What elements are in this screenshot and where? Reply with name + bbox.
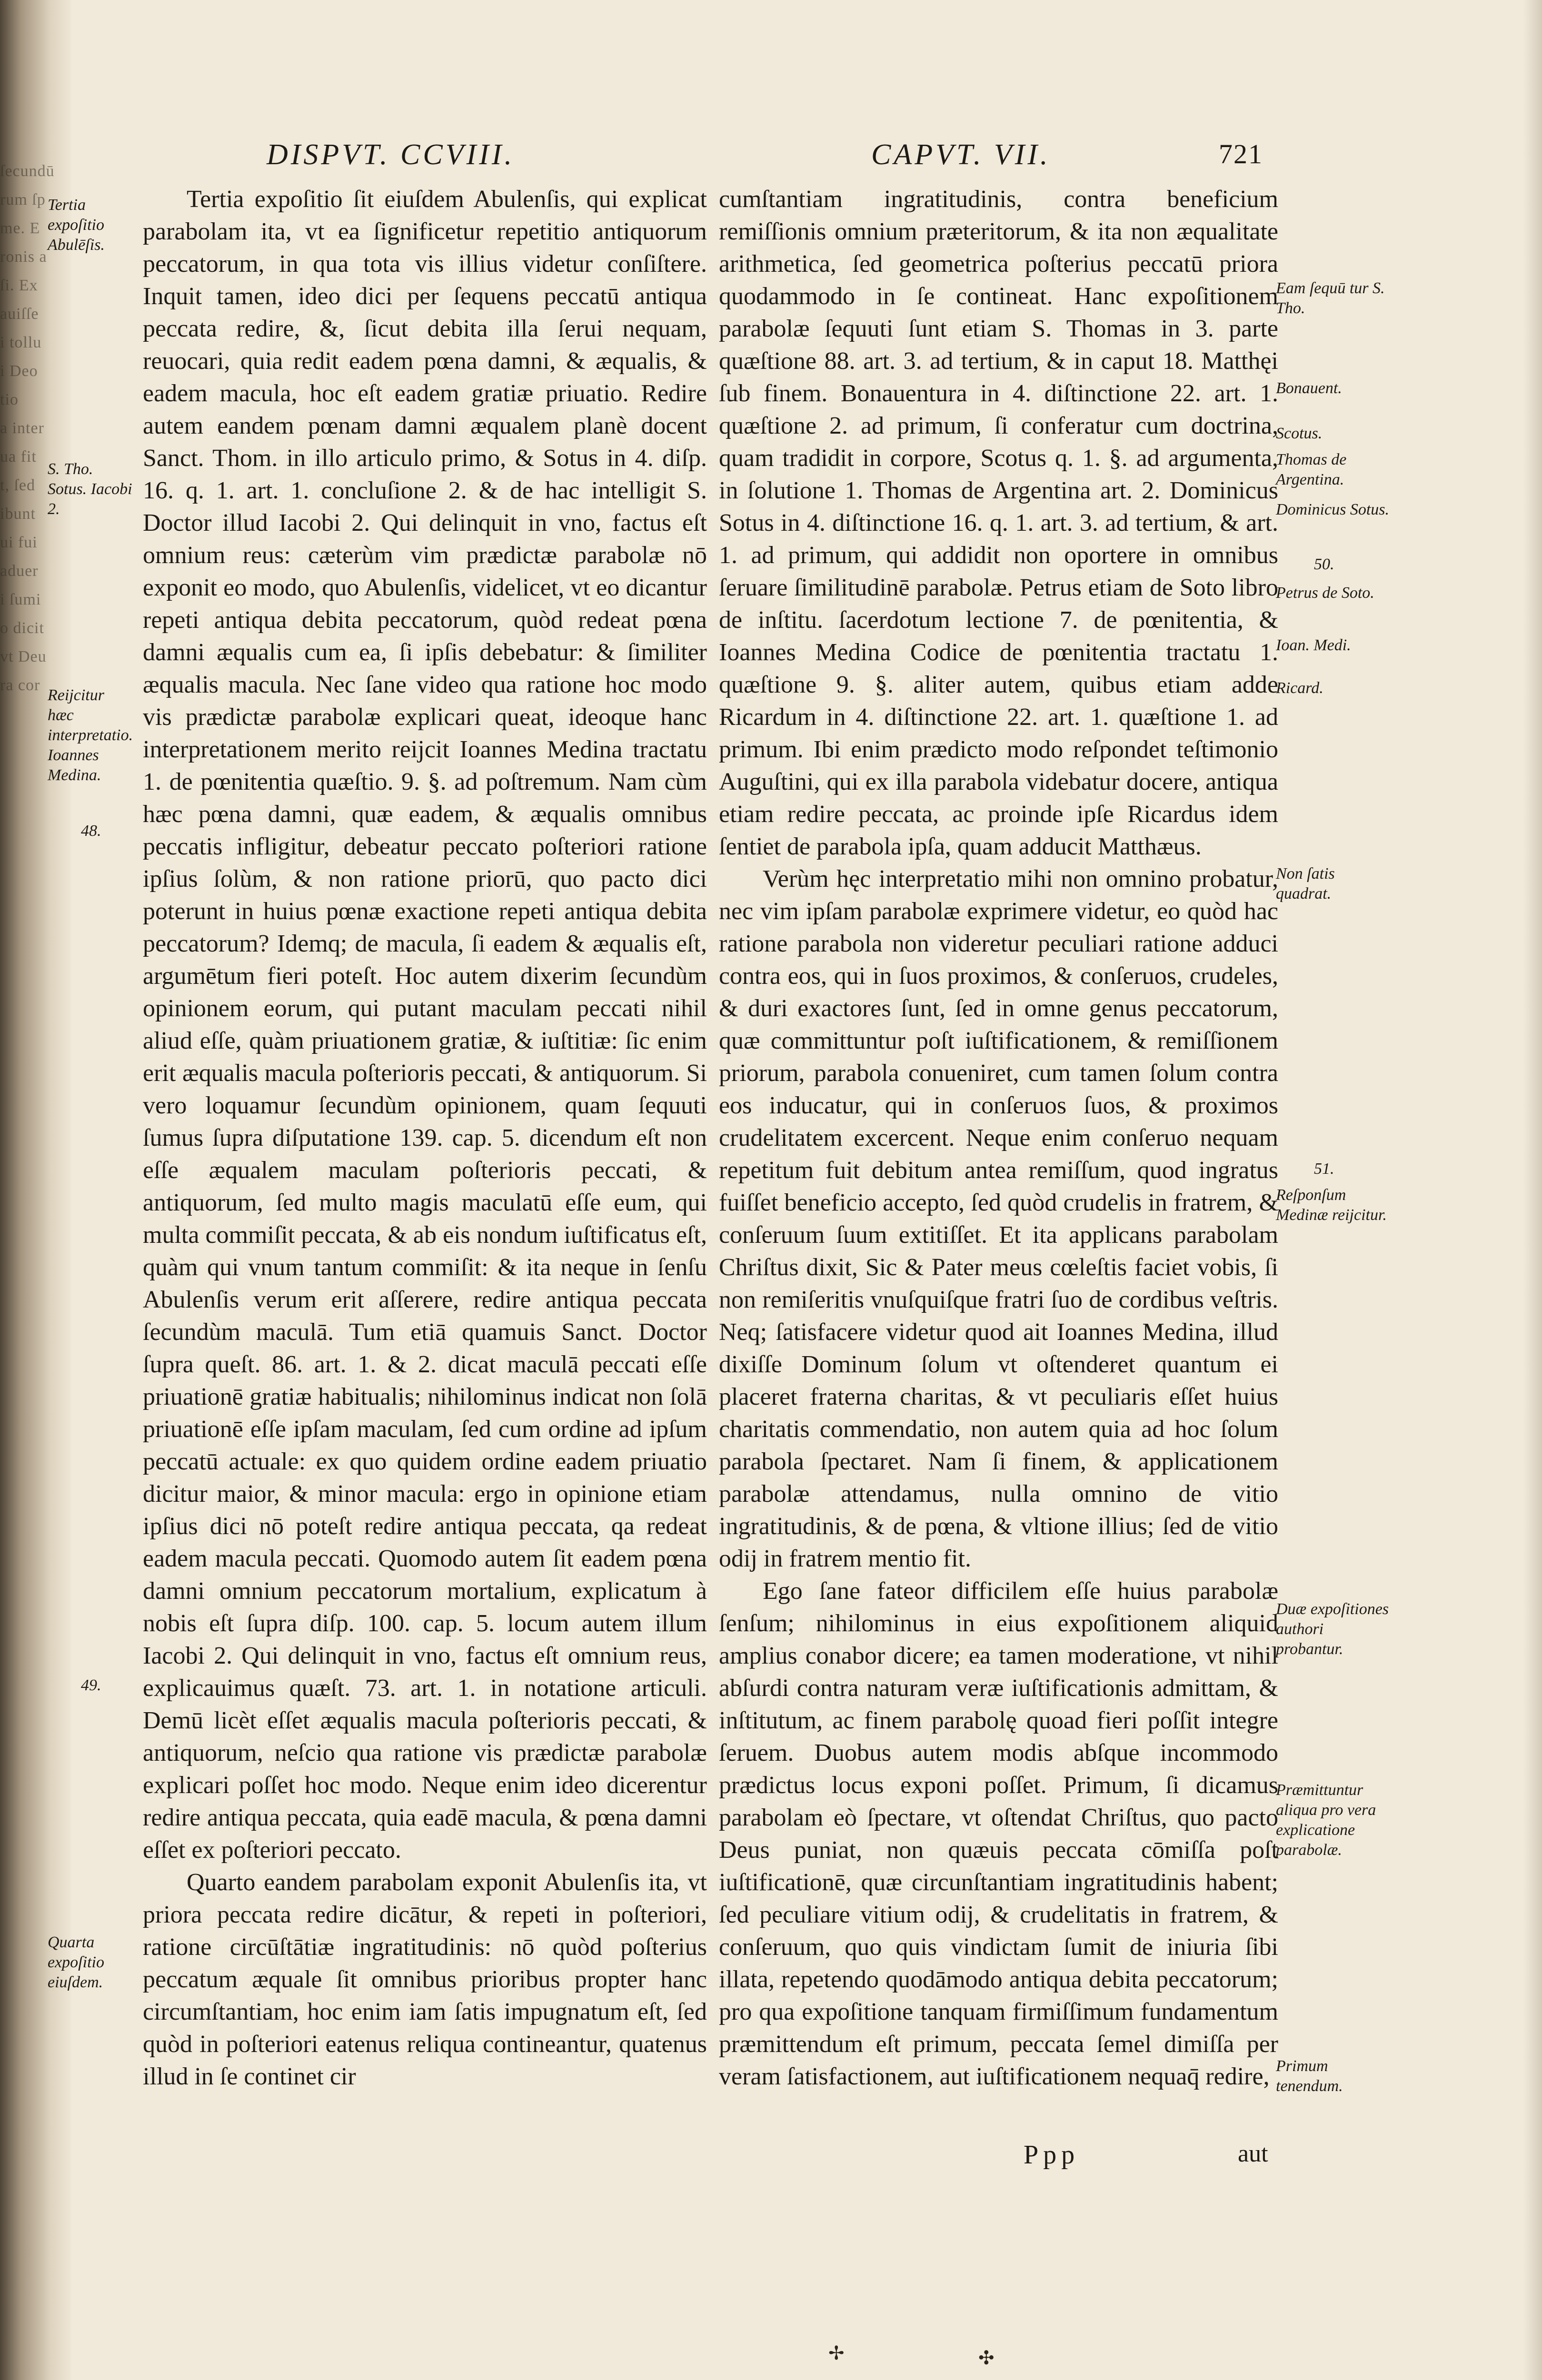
margin-note-petrus: Petrus de Soto. — [1276, 584, 1374, 602]
bleed-line: i Deo — [0, 362, 38, 380]
bleed-line: tio — [0, 391, 19, 408]
bleed-line: rum ſp — [0, 191, 46, 208]
bleed-line: aduer — [0, 562, 39, 580]
catchword: aut — [1238, 2140, 1268, 2167]
margin-note-quarta: Quarta expoſitio eiuſdem. — [48, 1934, 104, 1991]
margin-note-ioan-medi: Ioan. Medi. — [1276, 636, 1351, 654]
bleed-line: me. E — [0, 219, 40, 237]
bleed-line: ui fui — [0, 534, 38, 551]
margin-number-48: 48. — [81, 822, 101, 840]
margin-note-authorities: S. Tho. Sotus. Iacobi 2. — [48, 460, 132, 518]
margin-note-argentina: Thomas de Argentina. — [1276, 451, 1347, 488]
bleed-line: auiſſe — [0, 305, 39, 323]
running-head-disputation: DISPVT. CCVIII. — [267, 139, 515, 171]
margin-note-bonauent: Bonauent. — [1276, 379, 1342, 397]
bleed-line: ra cor — [0, 676, 40, 694]
paragraph-continuation: cumſtantiam ingratitudinis, contra beneficium remiſſionis omnium præteritorum, & ita non æqualitate arithmetica, ſed geometrica poſterius peccatū priora quodammodo in ſe contineat. Hanc expoſitionem parabolæ ſequuti ſunt etiam S. Thomas in 3. parte quæſtione 88. art. 3. ad tertium, & in caput 18. Matthęi ſub finem. Bonauentura in 4. diſtinctione 22. art. 1. quæſtione 2. ad primum, ſi conferatur cum doctrina, quam tradidit in corpore, Scotus q. 1. §. ad argumenta, in ſolutione 1. Thomas de Argentina art. 2. Dominicus Sotus in 4. diſtinctione 16. q. 1. art. 3. ad tertium, & art. 1. ad primum, qui addidit non oportere in omnibus ſeruare ſimilitudinē parabolæ. Petrus etiam de Soto libro de inſtitu. ſacerdotum lectione 7. de pœnitentia, & Ioannes Medina Codice de pœnitentia tractatu 1. quæſtione 9. §. aliter autem, quibus etiam adde Ricardum in 4. diſtinctione 22. art. 1. quæſtione 1. ad primum. Ibi enim prædicto modo reſpondet teſtimonio Auguſtini, qui ex illa parabola videbatur docere, antiqua etiam redire peccata, ac proinde ipſe Ricardus idem ſentiet de parabola ipſa, quam adducit Matthæus. — [719, 186, 1278, 860]
bleed-line: vt Deu — [0, 648, 47, 665]
bleed-line: a inter — [0, 419, 44, 437]
right-text-column — [719, 183, 1278, 2093]
paragraph-ego: Ego ſane fateor difficilem eſſe huius parabolæ ſenſum; nihilominus in eius expoſitionem aliquid amplius conabor dicere; ea tamen moderatione, vt nihil abſurdi contra naturam veræ iuſtificationis admittam, & inſtitutum, ac finem parabolę quoad fieri poſſit integre ſeruem. Duobus autem modis abſque incommodo prædictus locus exponi poſſet. Primum, ſi dicamus parabolam eò ſpectare, vt oſtendat Chriſtus, quo pacto Deus puniat, non quæuis peccata cōmiſſa poſt iuſtificationē, quæ circunſtantiam ingratitudinis habent; ſed peculiare vitium odij, & crudelitatis in fratrem, & conſeruum, quo quis vindictam ſumit de iniuria ſibi illata, repetendo quodāmodo antiqua debita peccatorum; pro qua expoſitione tanquam firmiſſimum fundamentum præmittendum eſt primum, peccata ſemel dimiſſa per veram ſatisfactionem, aut iuſtificationem nequaq̄ redire, — [719, 1577, 1278, 2090]
bleed-line: i tollu — [0, 334, 42, 351]
ink-speck-mark: ✢ — [828, 2342, 845, 2364]
ink-speck-mark: ✣ — [978, 2347, 995, 2369]
paragraph-verum: Verùm hęc interpretatio mihi non omnino probatur, nec vim ipſam parabolæ exprimere videtur, eo quòd hac ratione parabola non videretur peculiari ratione adduci contra eos, qui in ſuos proximos, & conſeruos, crudeles, & duri exactores ſunt, ſed in omne genus peccatorum, quæ committuntur poſt iuſtificationem, & remiſſionem priorum, parabola conueniret, cum tamen ſolum contra eos inducatur, qui in conſeruos ſuos, & proximos crudelitatem excercent. Neque enim conſeruo nequam repetitum fuit debitum antea remiſſum, quod ingratus fuiſſet beneficio accepto, ſed quòd crudelis in fratrem, & conſeruum ſuum extitiſſet. Et ita applicans parabolam Chriſtus dixit, Sic & Pater meus cœleſtis faciet vobis, ſi non remiſeritis vnuſquiſque fratri ſuo de cordibus veſtris. Neq; ſatisfacere videtur quod ait Ioannes Medina, illud dixiſſe Dominum ſolum vt oſtenderet quantum ei placeret fraterna charitas, & vt peculiaris eſſet huius charitatis commendatio, non autem quia ad hoc ſolum parabola ſpectaret. Nam ſi finem, & applicationem parabolæ attendamus, nulla omnino de vitio ingratitudinis, & de pœna, & vltione illius; ſed de vitio odij in fratrem mentio fit. — [719, 865, 1278, 1572]
bleed-line: ibunt — [0, 505, 36, 523]
bleed-line: o dicit — [0, 619, 44, 637]
margin-note-scotus: Scotus. — [1276, 425, 1323, 442]
margin-note-praemittuntur: Præmittuntur aliqua pro vera explicatione parabolæ. — [1276, 1781, 1376, 1859]
margin-note-primum-tenendum: Primum tenendum. — [1276, 2057, 1343, 2095]
paragraph-quarto: Quarto eandem parabolam exponit Abulenſis ita, vt priora peccata redire dicātur, & repeti in poſteriori, ratione circūſtātiæ ingratitudinis: nō quòd poſterius peccatum æquale ſit omnibus prioribus propter hanc circumſtantiam, hoc enim iam ſatis impugnatum eſt, ſed quòd in poſteriori eatenus reliqua contineantur, quatenus illud in ſe continet cir — [143, 1869, 707, 2090]
bleed-line: i ſumi — [0, 591, 41, 608]
margin-number-51: 51. — [1314, 1160, 1334, 1178]
margin-note-non-satis: Non ſatis quadrat. — [1276, 865, 1335, 902]
facing-page-bleed — [0, 157, 55, 2156]
margin-note-tertia: Tertia expoſitio Abulēſis. — [48, 196, 105, 254]
signature-mark: Ppp — [1024, 2140, 1080, 2170]
bleed-line: ſi. Ex — [0, 277, 38, 294]
bleed-line: ſecundū — [0, 162, 55, 180]
margin-note-dominicus: Dominicus Sotus. — [1276, 501, 1389, 518]
bleed-line: ronis a — [0, 248, 47, 266]
paragraph-tertia: Tertia expoſitio ſit eiuſdem Abulenſis, qui explicat parabolam ita, vt ea ſignificetur repetitio antiquorum peccatorum, in qua tota vis illius videtur conſiſtere. Inquit tamen, ideo dici per ſequens peccatū antiqua peccata redire, &, ſicut debita illa ſerui nequam, reuocari, quia redit eadem pœna damni, & æqualis, & eadem macula, hoc eſt eadem gratiæ priuatio. Redire autem eandem pœnam damni æqualem planè docent Sanct. Thom. in illo articulo primo, & Sotus in 4. diſp. 16. q. 1. art. 1. concluſione 2. & de hac intelligit S. Doctor illud Iacobi 2. Qui delinquit in vno, factus eſt omnium reus: cæterùm vim prædictæ parabolæ nō exponit eo modo, quo Abulenſis, videlicet, vt eo dicantur repeti antiqua debita peccatorum, quòd redeat pœna damni æqualis cum ea, ſi ipſis debebatur: & ſimiliter æqualis macula. Nec ſane video qua ratione hoc modo vis prædictæ parabolæ explicari queat, ideoque hanc interpretationem merito reijcit Ioannes Medina tractatu 1. de pœnitentia quæſtio. 9. §. ad poſtremum. Nam cùm hæc pœna damni, quæ eadem, & æqualis omnibus peccatis infligitur, debeatur peccato poſteriori ratione ipſius ſolùm, & non ratione priorū, quo pacto dici poterunt in huius pœnæ exactione repeti antiqua debita peccatorum? Idemq; de macula, ſi eadem & æqualis eſt, argumētum fieri poteſt. Hoc autem dixerim ſecundùm opinionem eorum, qui putant maculam peccati nihil aliud eſſe, quàm priuationem gratiæ, & iuſtitiæ: ſic enim erit æqualis macula poſterioris peccati, & antiquorum. Si vero loquamur ſecundùm opinionem, quam ſequuti ſumus ſupra diſputatione 139. cap. 5. dicendum eſt non eſſe æqualem maculam poſterioris peccati, & antiquorum, ſed multo magis maculatū eſſe eum, qui multa commiſit peccata, & ab eis nondum iuſtificatus eſt, quàm qui vnum tantum commiſit: & ita neque in ſenſu Abulenſis verum erit aſſerere, redire antiqua peccata ſecundùm maculā. Tum etiā quamuis Sanct. Doctor ſupra queſt. 86. art. 1. & 2. dicat maculā peccati eſſe priuationē gratiæ habitualis; nihilominus indicat non ſolā priuationē eſſe ipſam maculam, ſed cum ordine ad ipſum peccatū actuale: ex quo quidem ordine eadem priuatio dicitur maior, & minor macula: ergo in opinione etiam ipſius dici nō poteſt redire antiqua peccata, qa redeat eadem macula peccati. Quomodo autem ſit eadem pœna damni omnium peccatorum mortalium, explicatum à nobis eſt ſupra diſp. 100. cap. 5. locum autem illum Iacobi 2. Qui delinquit in vno, factus eſt omnium reus, explicauimus quæſt. 73. art. 1. in notatione articuli. Demū licèt eſſet æqualis macula poſterioris peccati, & antiquorum, neſcio qua ratione vis prædictæ parabolæ explicari poſſet hoc modo. Neque enim ideo dicerentur redire antiqua peccata, quia eadē macula, & pœna damni eſſet ex poſteriori peccato. — [143, 186, 707, 1864]
bleed-line: t, ſed — [0, 476, 35, 494]
page-edge-shadow — [1523, 0, 1542, 2380]
page-number: 721 — [1219, 139, 1263, 169]
left-text-column — [143, 183, 707, 2093]
margin-note-responsum: Reſponſum Medinæ reijcitur. — [1276, 1186, 1387, 1224]
margin-note-ricard: Ricard. — [1276, 679, 1323, 697]
running-head-chapter: CAPVT. VII. — [871, 139, 1051, 171]
margin-note-reijcitur: Reijcitur hæc interpretatio. Ioannes Medina. — [48, 686, 133, 784]
margin-note-duae-expositiones: Duæ expoſitiones authori probantur. — [1276, 1600, 1389, 1658]
bleed-line: ua fit — [0, 448, 37, 466]
margin-number-50: 50. — [1314, 555, 1334, 573]
margin-number-49: 49. — [81, 1676, 101, 1694]
margin-note-eam-sequuntur: Eam ſequū tur S. Tho. — [1276, 279, 1385, 317]
